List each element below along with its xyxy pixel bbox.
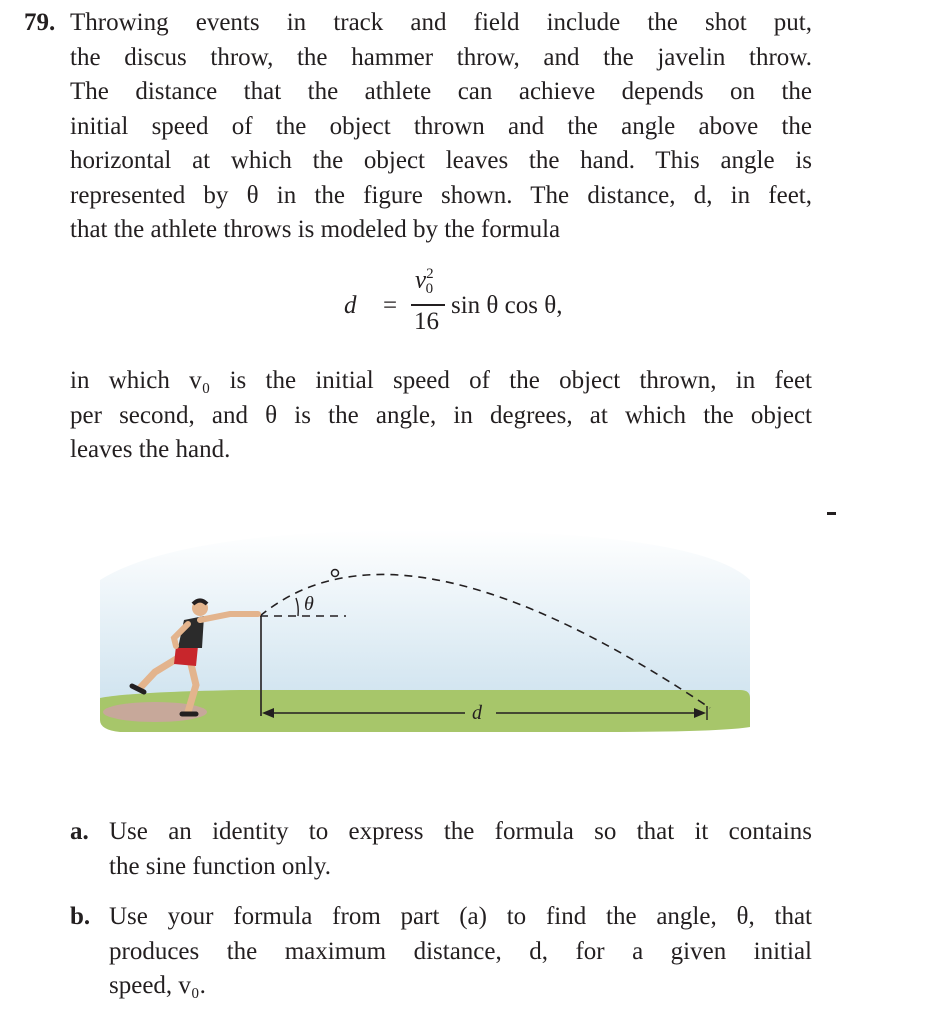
- problem-parts: [70, 815, 812, 1020]
- formula-equals: =: [383, 292, 398, 319]
- part-b: [70, 900, 812, 1004]
- explain-line: per second, and θ is the angle, in degrees, at which the object: [70, 401, 812, 429]
- intro-line: represented by θ in the figure shown. The distance, d, in feet,: [70, 181, 812, 209]
- part-body: [109, 900, 812, 1004]
- part-body: [109, 815, 812, 884]
- throw-illustration: [100, 520, 750, 760]
- intro-line: horizontal at which the object leaves the hand. This angle is: [70, 147, 812, 174]
- part-line: Use your formula from part (a) to find the angle, θ, that: [109, 903, 812, 930]
- numerator-sub: 0: [425, 281, 434, 298]
- part-line: Use an identity to express the formula so that it contains: [109, 818, 812, 845]
- part-label: b.: [70, 903, 91, 930]
- numerator-var: v: [415, 266, 427, 294]
- distance-label: d: [472, 702, 482, 724]
- distance-formula: [330, 268, 650, 348]
- athlete-shorts: [174, 646, 198, 666]
- problem-intro: [70, 6, 812, 248]
- part-line: produces the maximum distance, d, for a given initial: [109, 937, 812, 965]
- margin-dash-mark: [827, 512, 836, 515]
- intro-line: initial speed of the object thrown and the angle above the: [70, 112, 812, 140]
- numerator-sup: 2: [426, 266, 434, 282]
- part-line: speed, v₀.: [109, 972, 206, 999]
- intro-line: that the athlete throws is modeled by the formula: [70, 216, 561, 243]
- formula-lhs: d: [344, 292, 357, 319]
- problem-number: 79.: [24, 9, 56, 36]
- intro-line: Throwing events in track and field include the shot put,: [70, 9, 812, 36]
- explain-line: leaves the hand.: [70, 436, 231, 463]
- explain-line: in which v₀ is the initial speed of the object thrown, in feet: [70, 367, 812, 394]
- intro-line: The distance that the athlete can achieve depends on the: [70, 78, 812, 105]
- fraction-bar: [411, 304, 445, 306]
- formula-rhs: sin θ cos θ,: [451, 292, 563, 319]
- angle-label: θ: [304, 593, 314, 615]
- throw-figure: [100, 520, 750, 760]
- part-a: [70, 815, 812, 884]
- formula-numerator: [415, 266, 433, 298]
- part-line: the sine function only.: [109, 852, 331, 880]
- formula-denominator: 16: [414, 308, 439, 335]
- intro-line: the discus throw, the hammer throw, and the javelin throw.: [70, 43, 812, 71]
- formula-explanation: [70, 364, 812, 468]
- part-label: a.: [70, 818, 89, 845]
